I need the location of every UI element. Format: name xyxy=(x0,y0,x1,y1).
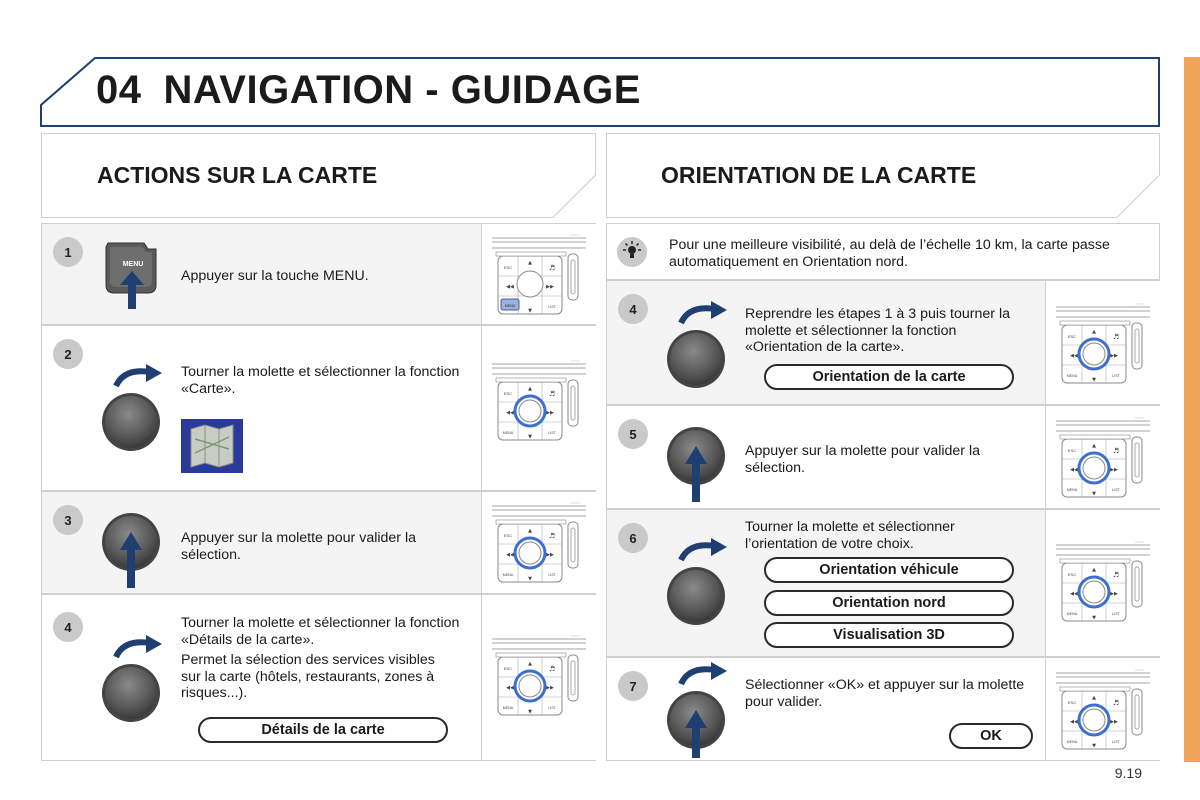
step-text: Appuyer sur la molette pour valider la sélection. xyxy=(181,530,417,563)
svg-text:▲: ▲ xyxy=(1092,329,1096,335)
svg-text:▼: ▼ xyxy=(1092,377,1096,383)
svg-text:LIST: LIST xyxy=(1112,488,1120,492)
svg-text:ESC: ESC xyxy=(1067,700,1077,705)
svg-text:▼: ▼ xyxy=(1092,491,1096,497)
chapter-number: 04 xyxy=(96,68,142,112)
svg-text:○○○○○: ○○○○○ xyxy=(1134,416,1144,420)
tip-text: Pour une meilleure visibilité, au delà de l’échelle 10 km, la carte passe automatiquement en Orientation nord. xyxy=(669,237,1110,270)
svg-text:▶▶: ▶▶ xyxy=(1110,719,1118,725)
step-text: Appuyer sur la molette pour valider la sélection. xyxy=(745,443,981,476)
step-badge: 6 xyxy=(618,523,648,553)
svg-text:▲: ▲ xyxy=(1092,443,1096,449)
step-badge: 5 xyxy=(618,419,648,449)
option-orientation-vehicule: Orientation véhicule xyxy=(764,557,1014,583)
menu-key-label: MENU xyxy=(122,261,144,268)
step-text: Tourner la molette et sélectionner l’orientation de votre choix. xyxy=(745,519,955,552)
step-text: Tourner la molette et sélectionner la fonction «Détails de la carte». xyxy=(181,615,460,648)
svg-text:▲: ▲ xyxy=(528,386,532,392)
press-knob-icon xyxy=(663,422,733,502)
svg-text:ESC: ESC xyxy=(1067,334,1077,339)
lightbulb-icon xyxy=(617,237,647,267)
svg-text:▼: ▼ xyxy=(1092,743,1096,749)
right-step-7 xyxy=(606,657,1160,761)
right-section-title: ORIENTATION DE LA CARTE xyxy=(661,162,977,188)
svg-text:○○○○○: ○○○○○ xyxy=(1134,540,1144,544)
step-text: Appuyer sur la touche MENU. xyxy=(181,268,369,284)
svg-text:◀◀: ◀◀ xyxy=(506,284,514,290)
svg-text:♬: ♬ xyxy=(1112,699,1120,707)
chapter-title: NAVIGATION - GUIDAGE xyxy=(163,68,641,112)
svg-text:▶▶: ▶▶ xyxy=(546,410,554,416)
svg-text:MENU: MENU xyxy=(502,706,514,710)
controller-diagram-wheel xyxy=(490,633,588,719)
step-badge: 4 xyxy=(618,294,648,324)
svg-text:LIST: LIST xyxy=(548,431,556,435)
map-icon xyxy=(181,419,243,473)
controller-diagram-wheel xyxy=(1054,301,1152,387)
step-text: Sélectionner «OK» et appuyer sur la molette pour valider. xyxy=(745,677,1025,710)
svg-text:ESC: ESC xyxy=(503,265,513,270)
right-step-5 xyxy=(606,405,1160,509)
svg-text:MENU: MENU xyxy=(502,573,514,577)
svg-text:♬: ♬ xyxy=(548,532,556,540)
svg-text:▲: ▲ xyxy=(1092,695,1096,701)
svg-text:LIST: LIST xyxy=(548,573,556,577)
controller-diagram-wheel xyxy=(490,500,588,586)
svg-text:▲: ▲ xyxy=(528,260,532,266)
page-number: 9.19 xyxy=(1114,765,1142,781)
press-knob-icon xyxy=(98,508,168,588)
rotate-press-knob-icon xyxy=(663,662,733,760)
svg-text:♬: ♬ xyxy=(548,665,556,673)
svg-text:◀◀: ◀◀ xyxy=(1070,467,1078,473)
svg-text:LIST: LIST xyxy=(548,305,556,309)
svg-text:▼: ▼ xyxy=(1092,615,1096,621)
svg-text:▶▶: ▶▶ xyxy=(1110,353,1118,359)
svg-text:◀◀: ◀◀ xyxy=(506,685,514,691)
step-badge: 4 xyxy=(53,612,83,642)
svg-text:LIST: LIST xyxy=(548,706,556,710)
svg-text:ESC: ESC xyxy=(1067,572,1077,577)
svg-text:ESC: ESC xyxy=(503,666,513,671)
svg-text:♬: ♬ xyxy=(1112,333,1120,341)
svg-text:♬: ♬ xyxy=(548,264,556,272)
svg-text:◀◀: ◀◀ xyxy=(1070,719,1078,725)
left-step-2 xyxy=(41,325,596,491)
svg-text:◀◀: ◀◀ xyxy=(506,552,514,558)
svg-text:▼: ▼ xyxy=(528,709,532,715)
menu-key-icon xyxy=(104,241,160,313)
left-step-1 xyxy=(41,223,596,325)
svg-text:ESC: ESC xyxy=(503,533,513,538)
svg-text:♬: ♬ xyxy=(548,390,556,398)
svg-text:▶▶: ▶▶ xyxy=(1110,591,1118,597)
rotate-knob-icon xyxy=(663,301,733,391)
option-orientation-carte: Orientation de la carte xyxy=(764,364,1014,390)
controller-diagram-menu xyxy=(490,232,588,318)
svg-text:○○○○○: ○○○○○ xyxy=(570,233,580,237)
svg-text:◀◀: ◀◀ xyxy=(506,410,514,416)
svg-text:ESC: ESC xyxy=(503,391,513,396)
right-step-4 xyxy=(606,280,1160,405)
left-step-3 xyxy=(41,491,596,594)
svg-text:▶▶: ▶▶ xyxy=(546,685,554,691)
left-section-header xyxy=(41,133,596,218)
svg-text:○○○○○: ○○○○○ xyxy=(1134,668,1144,672)
controller-diagram-wheel xyxy=(1054,415,1152,501)
svg-text:▶▶: ▶▶ xyxy=(1110,467,1118,473)
rotate-knob-icon xyxy=(663,538,733,628)
right-step-6 xyxy=(606,509,1160,657)
rotate-knob-icon xyxy=(98,364,168,454)
controller-diagram-wheel xyxy=(490,358,588,444)
svg-text:▲: ▲ xyxy=(528,661,532,667)
svg-text:MENU: MENU xyxy=(1066,740,1078,744)
svg-text:◀◀: ◀◀ xyxy=(1070,591,1078,597)
svg-text:MENU: MENU xyxy=(504,304,516,308)
svg-text:▶▶: ▶▶ xyxy=(546,284,554,290)
svg-text:○○○○○: ○○○○○ xyxy=(570,634,580,638)
option-visualisation-3d: Visualisation 3D xyxy=(764,622,1014,648)
option-ok: OK xyxy=(949,723,1033,749)
right-section-header xyxy=(606,133,1160,218)
page-title xyxy=(96,68,641,113)
step-text: Reprendre les étapes 1 à 3 puis tourner la molette et sélectionner la fonction «Orientation de la carte». xyxy=(745,306,1010,355)
svg-text:▼: ▼ xyxy=(528,308,532,314)
option-orientation-nord: Orientation nord xyxy=(764,590,1014,616)
svg-text:▲: ▲ xyxy=(528,528,532,534)
svg-text:MENU: MENU xyxy=(1066,488,1078,492)
svg-text:○○○○○: ○○○○○ xyxy=(1134,302,1144,306)
svg-text:♬: ♬ xyxy=(1112,571,1120,579)
svg-text:ESC: ESC xyxy=(1067,448,1077,453)
svg-text:MENU: MENU xyxy=(1066,374,1078,378)
svg-text:○○○○○: ○○○○○ xyxy=(570,359,580,363)
svg-text:▶▶: ▶▶ xyxy=(546,552,554,558)
option-details-carte: Détails de la carte xyxy=(198,717,448,743)
svg-text:LIST: LIST xyxy=(1112,374,1120,378)
svg-text:◀◀: ◀◀ xyxy=(1070,353,1078,359)
svg-text:LIST: LIST xyxy=(1112,740,1120,744)
svg-text:LIST: LIST xyxy=(1112,612,1120,616)
svg-text:○○○○○: ○○○○○ xyxy=(570,501,580,505)
step-badge: 7 xyxy=(618,671,648,701)
controller-diagram-wheel xyxy=(1054,539,1152,625)
step-badge: 3 xyxy=(53,505,83,535)
svg-text:▼: ▼ xyxy=(528,434,532,440)
rotate-knob-icon xyxy=(98,635,168,725)
left-section-title: ACTIONS SUR LA CARTE xyxy=(97,162,378,188)
tip-row xyxy=(606,223,1160,280)
svg-text:▼: ▼ xyxy=(528,576,532,582)
controller-diagram-wheel xyxy=(1054,667,1152,753)
svg-text:♬: ♬ xyxy=(1112,447,1120,455)
step-description: Permet la sélection des services visibles sur la carte (hôtels, restaurants, zones à risques...). xyxy=(181,652,435,701)
svg-text:▲: ▲ xyxy=(1092,567,1096,573)
step-badge: 1 xyxy=(53,237,83,267)
left-step-4 xyxy=(41,594,596,761)
chapter-tab-bar xyxy=(1184,57,1200,762)
svg-text:MENU: MENU xyxy=(1066,612,1078,616)
step-badge: 2 xyxy=(53,339,83,369)
step-text: Tourner la molette et sélectionner la fonction «Carte». xyxy=(181,364,460,397)
svg-text:MENU: MENU xyxy=(502,431,514,435)
